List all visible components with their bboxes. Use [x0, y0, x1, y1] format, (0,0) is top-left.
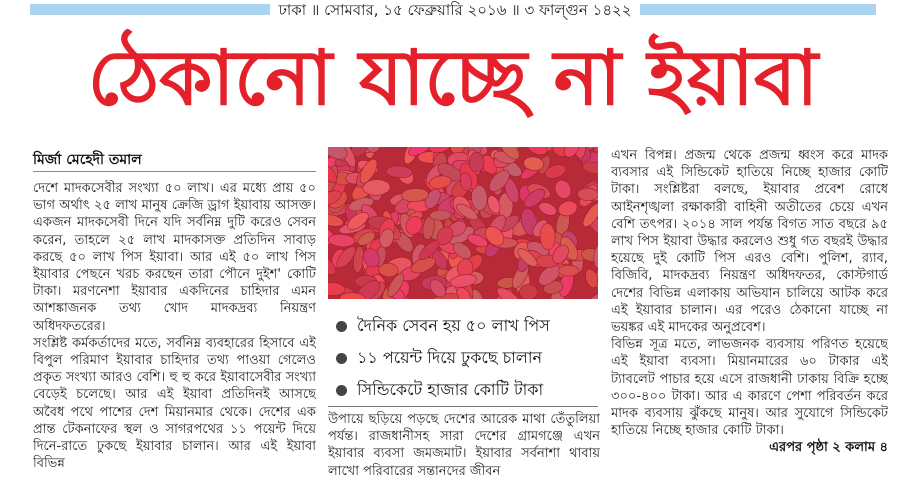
dateline-bar	[0, 0, 906, 20]
highlight-item	[336, 310, 606, 342]
tablet	[577, 188, 598, 201]
tablets-image	[328, 147, 598, 299]
highlight-text: দৈনিক সেবন হয় ৫০ লাখ পিস	[357, 315, 550, 335]
bullet-icon	[336, 385, 347, 396]
highlights-divider	[328, 406, 598, 407]
headline: ঠেকানো যাচ্ছে না ইয়াবা	[87, 33, 819, 122]
continuation-note: এরপর পৃষ্ঠা ২ কলাম ৪	[769, 440, 888, 456]
continuation-line	[611, 439, 888, 456]
tablet	[469, 152, 484, 172]
paragraph: সংশ্লিষ্ট কর্মকর্তাদের মতে, সর্বনিম্ন ব্যবহারের হিসাবে এই বিপুল পরিমাণ ইয়াবার চাহিদার তথ্য পাওয়া গেলেও প্রকৃত সংখ্যা আরও বেশি। হু হু করে ইয়াবাসেবীর সংখ্যা বেড়েই চলেছে। আর এই ইয়াবা প্রতিদিনই আসছে অবৈধ পথে পাশের দেশ মিয়ানমার থেকে। দেশের এক প্রান্ত টেকনাফের স্থল ও সাগরপথের ১১ পয়েন্ট দিয়ে দিনে-রাতে ঢুকছে ইয়াবার চালান। আর এই ইয়াবা বিভিন্ন	[33, 335, 316, 472]
paragraph: বিভিন্ন সূত্র মতে, লাভজনক ব্যবসায় পরিণত হয়েছে এই ইয়াবা ব্যবসা। মিয়ানমারের ৬০ টাকার এই ট্যাবলেট পাচার হয়ে এসে রাজধানী ঢাকায় বিক্রি হচ্ছে ৩০০-৪০০ টাকা। আর এ কারণে পেশা পরিবর্তন করে মাদক ব্যবসায় ঝুঁকছে মানুষ। আর সুযোগে সিন্ডিকেট হাতিয়ে নিচ্ছে হাজার কোটি টাকা।	[611, 337, 888, 439]
dateline: ঢাকা ॥ সোমবার, ১৫ ফেব্রুয়ারি ২০১৬ ॥ ৩ ফাল্গুন ১৪২২	[270, 0, 640, 20]
dateline-rule-left	[30, 4, 270, 15]
byline	[33, 149, 316, 172]
tablet	[430, 210, 452, 221]
dateline-rule-right	[640, 4, 876, 15]
tablet	[558, 265, 579, 276]
bullet-icon	[336, 353, 347, 364]
article-column-3	[611, 147, 888, 498]
bullet-icon	[336, 321, 347, 332]
highlight-text: সিন্ডিকেটে হাজার কোটি টাকা	[357, 379, 544, 399]
author-name: মির্জা মেহেদী তমাল	[33, 152, 142, 168]
highlight-item	[336, 374, 606, 406]
paragraph: উপায়ে ছড়িয়ে পড়ছে দেশের আরেক মাথা তেঁতুলিয়া পর্যন্ত। রাজধানীসহ সারা দেশের গ্রামগঞ্জে এখন ইয়াবার ব্যবসা জমজমাট। ইয়াবার সর্বনাশা থাবায় লাখো পরিবারের সন্তানদের জীবন	[328, 412, 600, 479]
highlight-item	[336, 342, 606, 374]
paragraph: দেশে মাদকসেবীর সংখ্যা ৫০ লাখ। এর মধ্যে প্রায় ৫০ ভাগ অর্থাৎ ২৫ লাখ মানুষ ক্রেজি ড্রাগ ইয়াবায় আসক্ত। একজন মাদকসেবী দিনে যদি সর্বনিম্ন দুটি করেও সেবন করেন, তাহলে ২৫ লাখ মাদকাসক্ত প্রতিদিন সাবাড় করছে ৫০ লাখ পিস ইয়াবা। আর এই ৫০ লাখ পিস ইয়াবার পেছনে খরচ করছেন তারা পৌনে দুইশ' কোটি টাকা। মরণনেশা ইয়াবার একদিনের চাহিদার এমন আশঙ্কাজনক তথ্য খোদ মাদকদ্রব্য নিয়ন্ত্রণ অধিদফতরের।	[33, 181, 316, 334]
article-column-2	[328, 411, 600, 498]
paragraph: এখন বিপন্ন। প্রজন্ম থেকে প্রজন্ম ধ্বংস করে মাদক ব্যবসার এই সিন্ডিকেট হাতিয়ে নিচ্ছে হাজার কোটি টাকা। সংশ্লিষ্টরা বলছে, ইয়াবার প্রবেশ রোধে আইনশৃঙ্খলা রক্ষাকারী বাহিনী অতীতের চেয়ে এখন বেশি তৎপর। ২০১৪ সাল পর্যন্ত বিগত সাত বছরে ৯৫ লাখ পিস ইয়াবা উদ্ধার করলেও শুধু গত বছরই উদ্ধার হয়েছে দুই কোটি পিস এরও বেশি। পুলিশ, র‍্যাব, বিজিবি, মাদকদ্রব্য নিয়ন্ত্রণ অধিদফতর, কোস্টগার্ড দেশের বিভিন্ন এলাকায় অভিযান চালিয়ে আটক করে এই ইয়াবার চালান। এর পরেও ঠেকানো যাচ্ছে না ভয়ঙ্কর এই মাদকের অনুপ্রবেশ।	[611, 148, 888, 336]
article-column-1	[33, 180, 316, 498]
highlight-text: ১১ পয়েন্ট দিয়ে ঢুকছে চালান	[357, 347, 543, 367]
highlights-box	[336, 310, 606, 406]
yaba-tablets-photo	[328, 147, 598, 299]
